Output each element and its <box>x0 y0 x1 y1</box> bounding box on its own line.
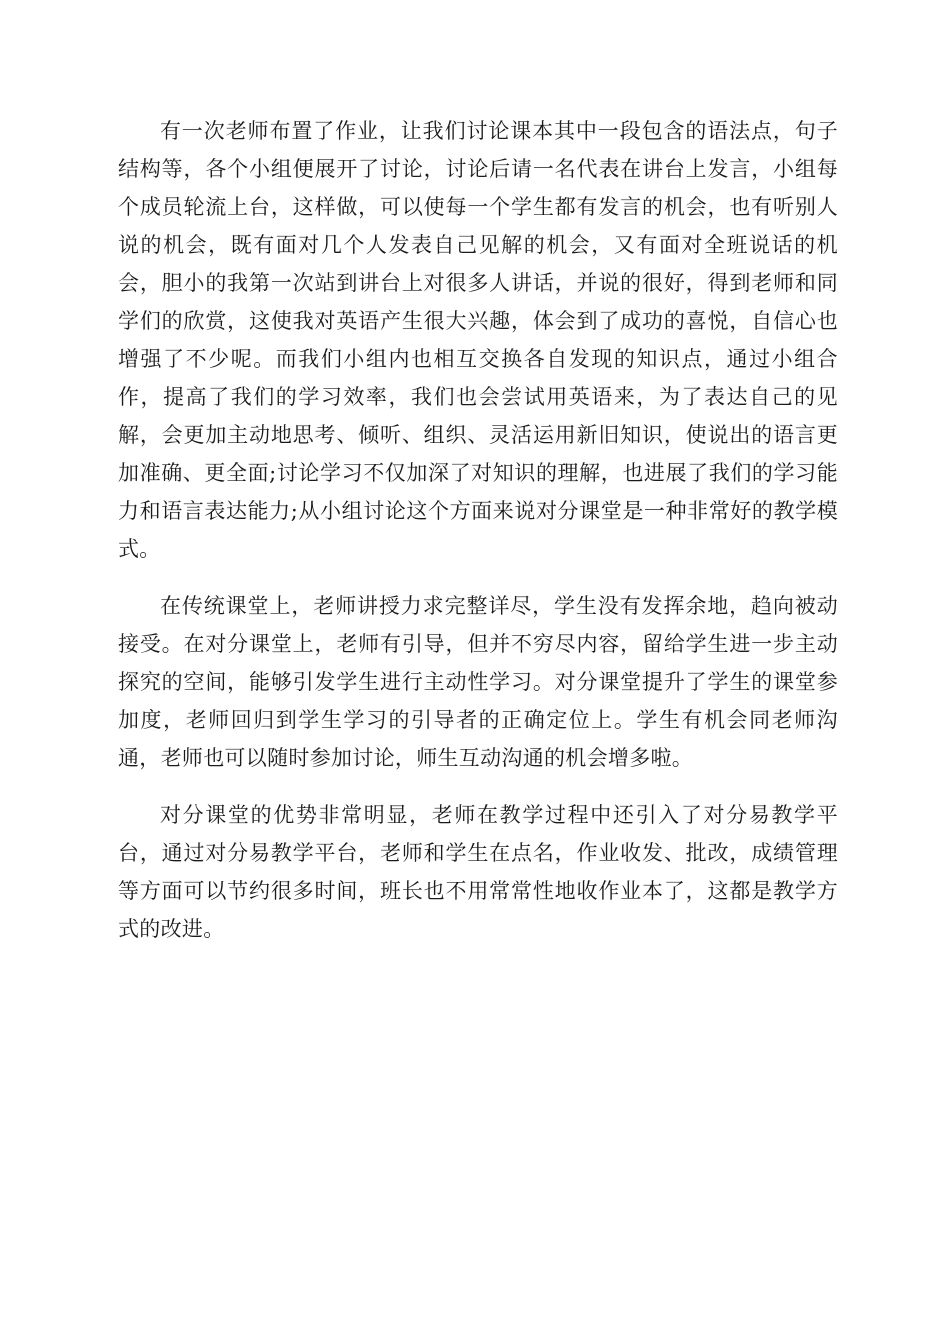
paragraph-2: 在传统课堂上，老师讲授力求完整详尽，学生没有发挥余地，趋向被动接受。在对分课堂上，老师有引导，但并不穷尽内容，留给学生进一步主动探究的空间，能够引发学生进行主动性学习。对分课堂提升了学生的课堂参加度，老师回归到学生学习的引导者的正确定位上。学生有机会同老师沟通，老师也可以随时参加讨论，师生互动沟通的机会增多啦。 <box>118 594 838 770</box>
document-body <box>118 112 838 948</box>
paragraph-3: 对分课堂的优势非常明显，老师在教学过程中还引入了对分易教学平台，通过对分易教学平台，老师和学生在点名，作业收发、批改，成绩管理等方面可以节约很多时间，班长也不用常常性地收作业本了，这都是教学方式的改进。 <box>118 803 838 941</box>
paragraph-1: 有一次老师布置了作业，让我们讨论课本其中一段包含的语法点，句子结构等，各个小组便展开了讨论，讨论后请一名代表在讲台上发言，小组每个成员轮流上台，这样做，可以使每一个学生都有发言的机会，也有听别人说的机会，既有面对几个人发表自己见解的机会，又有面对全班说话的机会，胆小的我第一次站到讲台上对很多人讲话，并说的很好，得到老师和同学们的欣赏，这使我对英语产生很大兴趣，体会到了成功的喜悦，自信心也增强了不少呢。而我们小组内也相互交换各自发现的知识点，通过小组合作，提高了我们的学习效率，我们也会尝试用英语来，为了表达自己的见解，会更加主动地思考、倾听、组织、灵活运用新旧知识，使说出的语言更加准确、更全面;讨论学习不仅加深了对知识的理解，也进展了我们的学习能力和语言表达能力;从小组讨论这个方面来说对分课堂是一种非常好的教学模式。 <box>118 119 838 561</box>
